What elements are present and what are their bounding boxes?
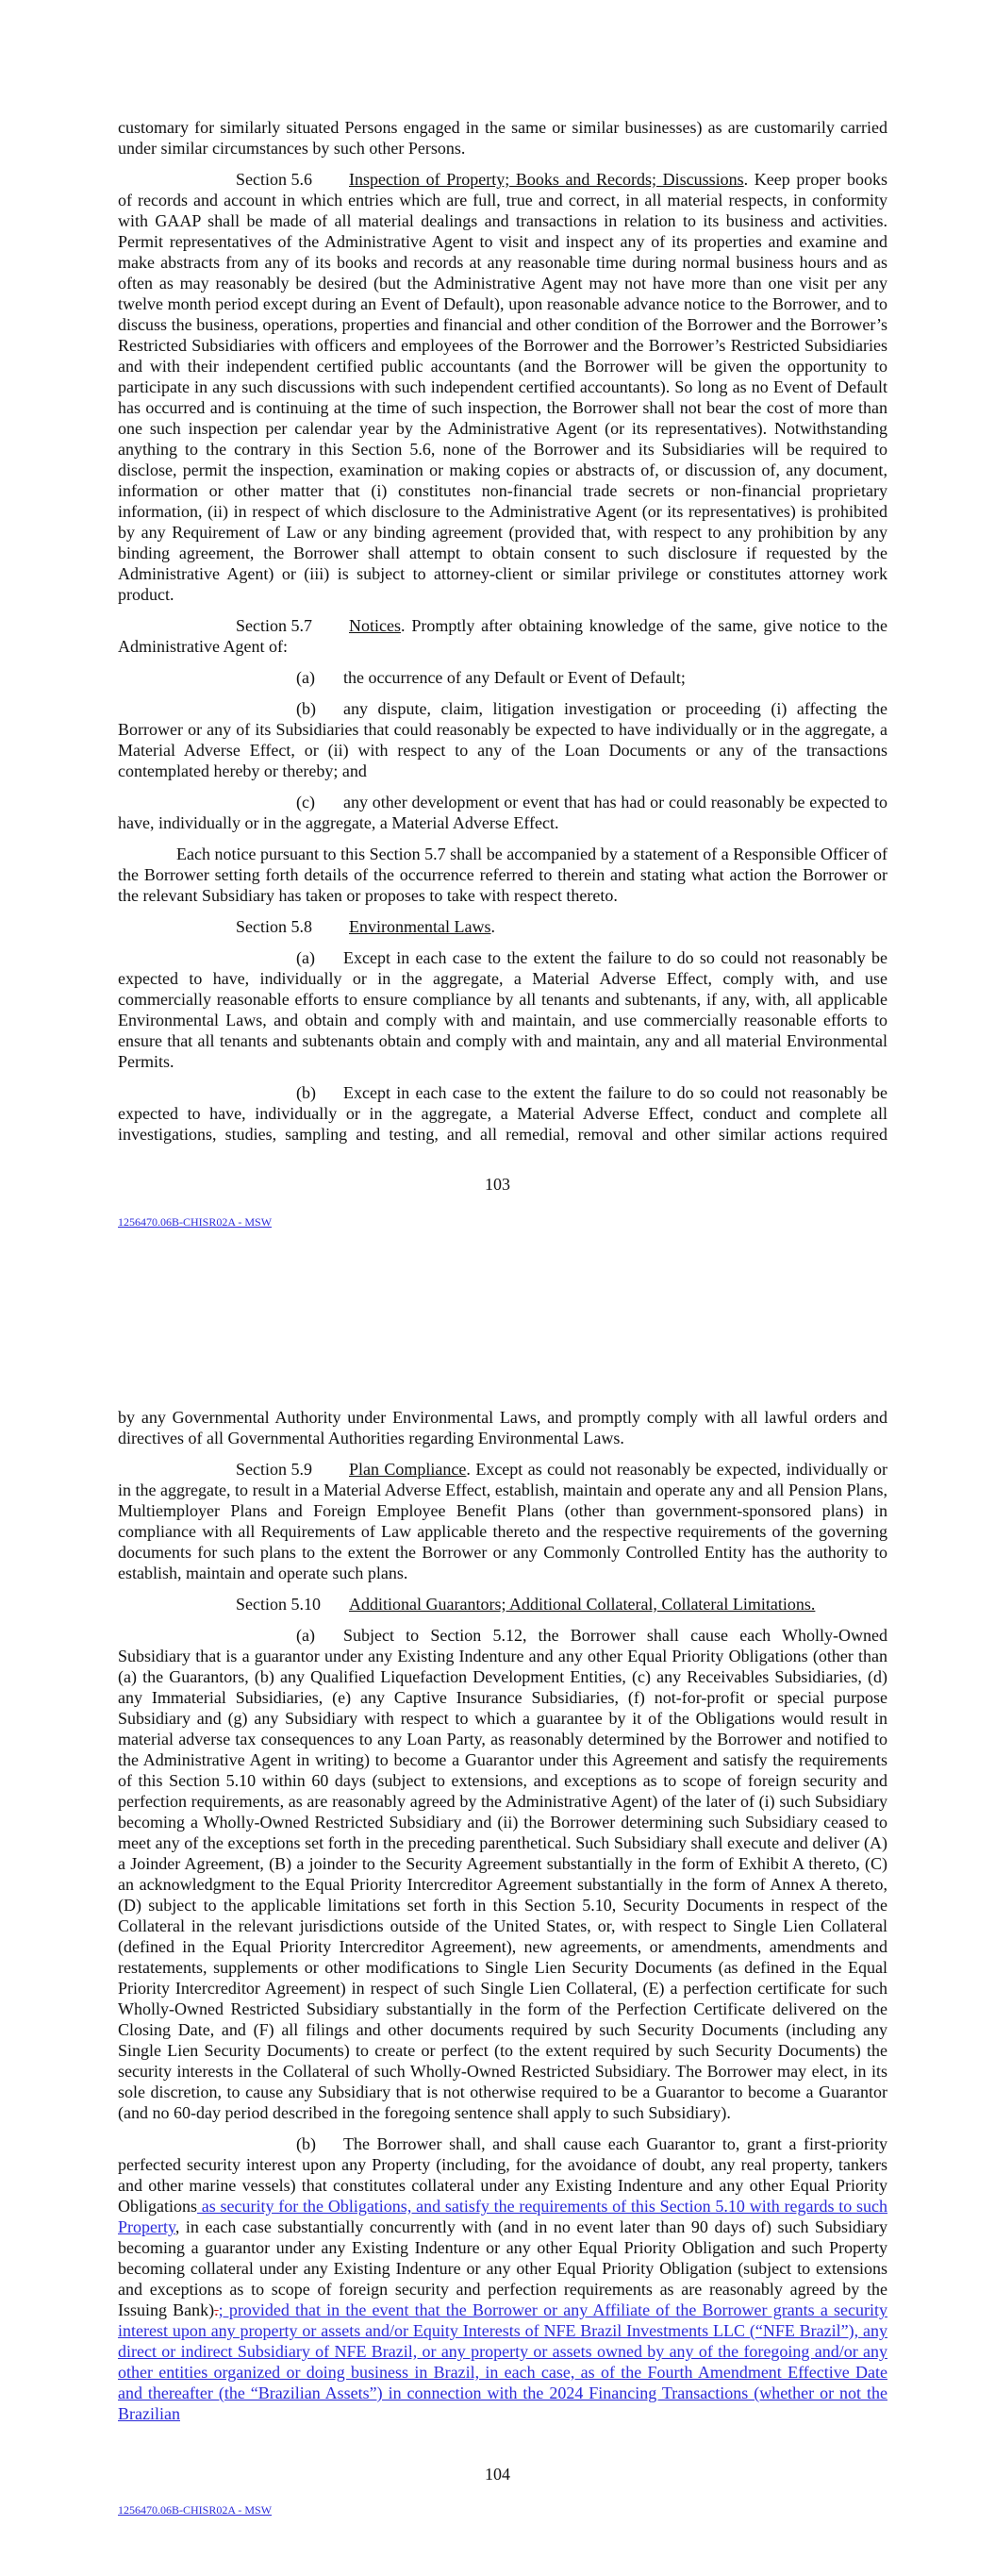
clause-label: (b) bbox=[296, 1083, 316, 1102]
section-label: Section 5.8 bbox=[236, 917, 312, 936]
section-text: . bbox=[490, 917, 495, 936]
clause-text: any dispute, claim, litigation investigation or proceeding (i) affecting the Borrower or any of its Subsidiaries that could reasonably be expected to have individually or in the aggregate, a Material Adverse Effect, or (ii) with respect to any of the Loan Documents or any of the transactions contemplated hereby or thereby; and bbox=[118, 699, 887, 780]
document-id-link[interactable]: 1256470.06B-CHISR02A - MSW bbox=[118, 2503, 273, 2517]
section-5-9 bbox=[118, 1459, 887, 1583]
section-text: . Promptly after obtaining knowledge of the same, give notice to the Administrative Agent of: bbox=[118, 616, 887, 656]
section-5-7-tail: Each notice pursuant to this Section 5.7 shall be accompanied by a statement of a Responsible Officer of the Borrower setting forth details of the occurrence referred to therein and stating what action the Borrower or the relevant Subsidiary has taken or proposes to take with respect thereto. bbox=[118, 845, 887, 905]
clause-text: , in each case substantially concurrently with (and in no event later than 90 days of) such Subsidiary becoming a guarantor under any Existing Indenture or any other Equal Priority Obligation and such Property becoming collateral under any Existing Indenture or any other Equal Priority Obligation (subject to extensions and exceptions as to scope of foreign security and perfection requirements as are reasonably agreed by the Issuing Bank) bbox=[118, 2217, 887, 2319]
page-103 bbox=[118, 117, 887, 1155]
clause-label: (a) bbox=[296, 948, 315, 967]
section-title: Environmental Laws bbox=[349, 917, 491, 936]
section-title: Plan Compliance bbox=[349, 1460, 467, 1479]
clause-5-10-a bbox=[118, 1625, 887, 2123]
clause-5-7-a bbox=[118, 667, 887, 688]
clause-label: (a) bbox=[296, 668, 315, 687]
section-label: Section 5.9 bbox=[236, 1460, 312, 1479]
inserted-text: as security for the Obligations, and satisfy the requirements of this Section 5.10 with regards to such Property bbox=[118, 2197, 887, 2236]
clause-5-10-b bbox=[118, 2133, 887, 2424]
section-text: . Keep proper books of records and account in which entries which are full, true and correct, in all material respects, in conformity with GAAP shall be made of all material dealings and transactions in relation to its business and activities. Permit representatives of the Administrative Agent to visit and inspect any of its properties and examine and make abstracts from any of its books and records at any reasonable time during normal business hours and as often as may reasonably be desired (but the Administrative Agent may not have more than one visit per any twelve month period except during an Event of Default), upon reasonable advance notice to the Borrower, and to discuss the business, operations, properties and financial and other condition of the Borrower and the Borrower’s Restricted Subsidiaries with officers and employees of the Borrower and the Borrower’s Restricted Subsidiaries and with their independent certified public accountants (and the Borrower will be given the opportunity to participate in any such discussions with such independent certified accountants). So long as no Event of Default has occurred and is continuing at the time of such inspection, the Borrower shall not bear the cost of more than one such inspection per calendar year by the Administrative Agent (or its representatives). Notwithstanding anything to the contrary in this Section 5.6, none of the Borrower and its Subsidiaries will be required to disclose, permit the inspection, examination or making copies or abstracts of, or discussion of, any document, information or other matter that (i) constitutes non-financial trade secrets or non-financial proprietary information, (ii) in respect of which disclosure to the Administrative Agent (or its representatives) is prohibited by any Requirement of Law or any binding agreement (provided that, with respect to any prohibition by any binding agreement, the Borrower shall attempt to obtain consent to such disclosure if requested by the Administrative Agent) or (iii) is subject to attorney-client or similar privilege or constitutes attorney work product. bbox=[118, 170, 887, 604]
section-label: Section 5.6 bbox=[236, 170, 312, 189]
clause-5-7-b bbox=[118, 698, 887, 781]
section-5-8 bbox=[118, 916, 887, 937]
clause-text: any other development or event that has had or could reasonably be expected to have, individually or in the aggregate, a Material Adverse Effect. bbox=[118, 793, 887, 832]
clause-label: (b) bbox=[296, 2134, 316, 2153]
section-5-7 bbox=[118, 615, 887, 657]
section-5-10 bbox=[118, 1594, 887, 1614]
page-number: 103 bbox=[485, 1175, 510, 1194]
clause-label: (a) bbox=[296, 1626, 315, 1645]
clause-text: the occurrence of any Default or Event of Default; bbox=[343, 668, 686, 687]
section-label: Section 5.10 bbox=[236, 1595, 321, 1614]
section-title: Notices bbox=[349, 616, 401, 635]
clause-5-8-a bbox=[118, 947, 887, 1072]
clause-label: (c) bbox=[296, 793, 315, 811]
deleted-text: . bbox=[214, 2300, 219, 2319]
document-id-link[interactable]: 1256470.06B-CHISR02A - MSW bbox=[118, 1215, 273, 1229]
clause-5-7-c bbox=[118, 792, 887, 833]
section-title: Inspection of Property; Books and Records; Discussions bbox=[349, 170, 744, 189]
paragraph-continuation: customary for similarly situated Persons engaged in the same or similar businesses) as are customarily carried under similar circumstances by such other Persons. bbox=[118, 118, 887, 158]
paragraph-continuation: by any Governmental Authority under Environmental Laws, and promptly comply with all lawful orders and directives of all Governmental Authorities regarding Environmental Laws. bbox=[118, 1408, 887, 1447]
section-label: Section 5.7 bbox=[236, 616, 312, 635]
clause-text: Except in each case to the extent the failure to do so could not reasonably be expected to have, individually or in the aggregate, a Material Adverse Effect, conduct and complete all investigations, studies, sampling and testing, and all remedial, removal and other similar actions required bbox=[118, 1083, 887, 1144]
clause-text: The Borrower shall, and shall cause each Guarantor to, grant a first-priority perfected security interest upon any Property (including, for the avoidance of doubt, any real property, tankers and other marine vessels) that constitutes collateral under any Existing Indenture and any other Equal Priority Obligations bbox=[118, 2134, 887, 2216]
section-title: Additional Guarantors; Additional Collateral, Collateral Limitations. bbox=[349, 1595, 816, 1614]
section-text: . Except as could not reasonably be expected, individually or in the aggregate, to result in a Material Adverse Effect, establish, maintain and operate any and all Pension Plans, Multiemployer Plans and Foreign Employee Benefit Plans (other than government-sponsored plans) in compliance with all Requirements of Law applicable thereto and the respective requirements of the governing documents for such plans to the extent the Borrower or any Commonly Controlled Entity has the authority to establish, maintain and operate such plans. bbox=[118, 1460, 887, 1582]
clause-label: (b) bbox=[296, 699, 316, 718]
inserted-text: ; provided that in the event that the Borrower or any Affiliate of the Borrower grants a security interest upon any property or assets and/or Equity Interests of NFE Brazil Investments LLC (“NFE Brazil”), any direct or indirect Subsidiary of NFE Brazil, or any property or assets owned by any of the foregoing and/or any other entities organized or doing business in Brazil, in each case, as of the Fourth Amendment Effective Date and thereafter (the “Brazilian Assets”) in connection with the 2024 Financing Transactions (whether or not the Brazilian bbox=[118, 2300, 887, 2423]
section-5-6 bbox=[118, 169, 887, 605]
clause-text: Subject to Section 5.12, the Borrower shall cause each Wholly-Owned Subsidiary that is a guarantor under any Existing Indenture and any other Equal Priority Obligations (other than (a) the Guarantors, (b) any Qualified Liquefaction Development Entities, (c) any Receivables Subsidiaries, (d) any Immaterial Subsidiaries, (e) any Captive Insurance Subsidiaries, (f) not-for-profit or special purpose Subsidiary and (g) any Subsidiary with respect to which a guarantee by it of the Obligations would result in material adverse tax consequences to any Loan Party, as reasonably determined by the Borrower and notified to the Administrative Agent in writing) to become a Guarantor under this Agreement and satisfy the requirements of this Section 5.10 within 60 days (subject to extensions, and exceptions as to scope of foreign security and perfection requirements, as are reasonably agreed by the Administrative Agent) of the later of (i) such Subsidiary becoming a Wholly-Owned Restricted Subsidiary and (ii) the Borrower determining such Subsidiary ceased to meet any of the exceptions set forth in the preceding parenthetical. Such Subsidiary shall execute and deliver (A) a Joinder Agreement, (B) a joinder to the Security Agreement substantially in the form of Exhibit A thereto, (C) an acknowledgment to the Equal Priority Intercreditor Agreement substantially in the form of Annex A thereto, (D) subject to the applicable limitations set forth in this Section 5.10, Security Documents in respect of the Collateral in the relevant jurisdictions outside of the United States, or, with respect to Single Lien Collateral (defined in the Equal Priority Intercreditor Agreement), new agreements, or amendments, amendments and restatements, supplements or other modifications to Single Lien Security Documents (as defined in the Equal Priority Intercreditor Agreement) in respect of such Single Lien Collateral, (E) a perfection certificate for such Wholly-Owned Restricted Subsidiary substantially in the form of the Perfection Certificate delivered on the Closing Date, and (F) all filings and other documents required by such Security Documents (including any Single Lien Security Documents) to create or perfect (to the extent required by such Security Documents) the security interests in the Collateral of such Wholly-Owned Restricted Subsidiary. The Borrower may elect, in its sole discretion, to cause any Subsidiary that is not otherwise required to be a Guarantor to become a Guarantor (and no 60-day period described in the foregoing sentence shall apply to such Subsidiary). bbox=[118, 1626, 887, 2122]
page-number: 104 bbox=[485, 2465, 510, 2484]
page-104 bbox=[118, 1407, 887, 2434]
clause-5-8-b bbox=[118, 1082, 887, 1145]
clause-text: Except in each case to the extent the failure to do so could not reasonably be expected to have, individually or in the aggregate, a Material Adverse Effect, comply with, and use commercially reasonable efforts to ensure compliance by all tenants and subtenants, if any, with, all applicable Environmental Laws, and obtain and comply with and maintain, and use commercially reasonable efforts to ensure that all tenants and subtenants obtain and comply with and maintain, any and all material Environmental Permits. bbox=[118, 948, 887, 1071]
